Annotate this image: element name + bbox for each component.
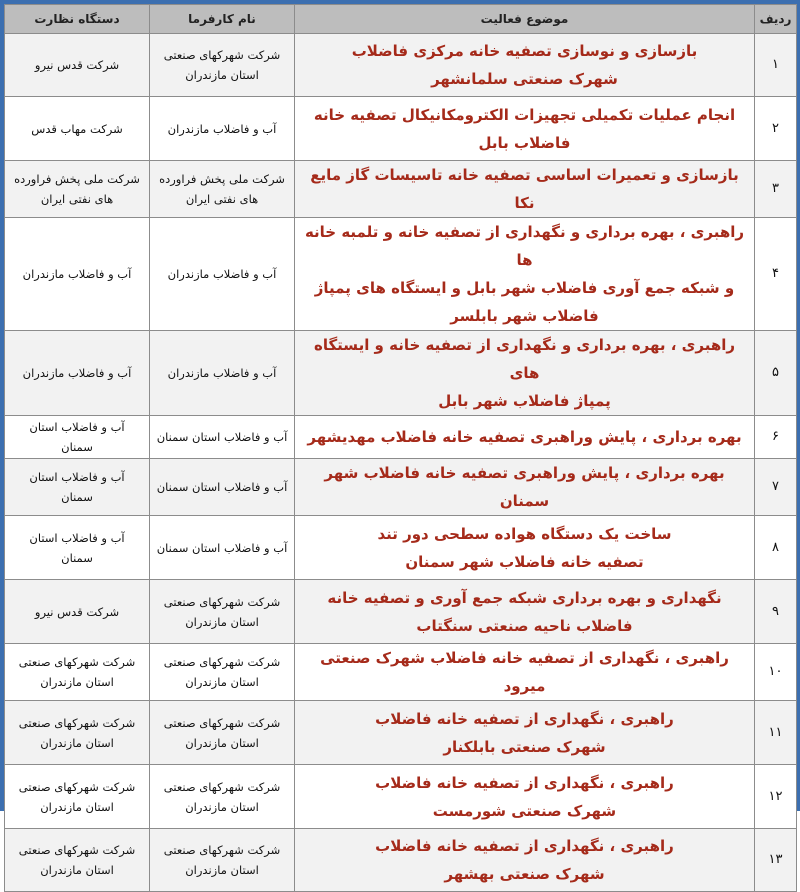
subject-line: بهره برداری ، پایش وراهبری تصفیه خانه فاضلاب مهدیشهر xyxy=(307,428,742,446)
subject-line: راهبری ، نگهداری از تصفیه خانه فاضلاب شهرک صنعتی میرود xyxy=(320,649,729,695)
table-row xyxy=(5,218,797,331)
subject-line: فاضلاب ناحیه صنعتی سنگتاب xyxy=(416,616,633,635)
cell-employer xyxy=(150,829,295,892)
table-row xyxy=(5,580,797,644)
row-number-text: ۴ xyxy=(772,266,779,281)
cell-subject xyxy=(295,218,755,331)
employer-line: های نفتی ایران xyxy=(185,192,259,206)
cell-row-number xyxy=(755,580,797,644)
cell-employer xyxy=(150,580,295,644)
cell-supervisor xyxy=(5,765,150,829)
cell-employer xyxy=(150,701,295,765)
table-row xyxy=(5,765,797,829)
subject-line: پمپاژ فاضلاب شهر بابل xyxy=(438,392,611,410)
subject-line: تصفیه خانه فاضلاب شهر سمنان xyxy=(405,552,644,571)
supervisor-line: آب و فاضلاب استان xyxy=(29,530,125,545)
supervisor-line: سمنان xyxy=(61,490,93,504)
table-row xyxy=(5,829,797,892)
row-number-text: ۵ xyxy=(772,365,779,380)
supervisor-line: استان مازندران xyxy=(40,675,114,689)
supervisor-line: آب و فاضلاب مازندران xyxy=(22,366,132,380)
cell-employer xyxy=(150,331,295,416)
table-body xyxy=(5,34,797,892)
employer-line: شرکت شهرکهای صنعتی xyxy=(163,594,281,609)
cell-employer xyxy=(150,34,295,97)
cell-subject xyxy=(295,331,755,416)
supervisor-line: شرکت شهرکهای صنعتی xyxy=(18,779,136,794)
cell-subject xyxy=(295,701,755,765)
cell-row-number xyxy=(755,701,797,765)
cell-supervisor xyxy=(5,218,150,331)
subject-line: بهره برداری ، پایش وراهبری تصفیه خانه فاضلاب شهر سمنان xyxy=(324,464,725,510)
supervisor-line: سمنان xyxy=(61,550,93,565)
cell-employer xyxy=(150,218,295,331)
supervisor-line: شرکت مهاب قدس xyxy=(31,121,123,136)
cell-subject xyxy=(295,829,755,892)
supervisor-line: شرکت ملی پخش فراورده xyxy=(14,172,140,186)
employer-line: آب و فاضلاب استان سمنان xyxy=(156,430,288,444)
supervisor-line: شرکت شهرکهای صنعتی xyxy=(18,715,136,730)
cell-subject xyxy=(295,97,755,161)
subject-line: راهبری ، بهره برداری و نگهداری از تصفیه خانه و ایستگاه های xyxy=(313,336,736,382)
table-header-row xyxy=(5,5,797,34)
employer-line: شرکت شهرکهای صنعتی xyxy=(163,715,281,730)
cell-supervisor xyxy=(5,97,150,161)
subject-line: راهبری ، نگهداری از تصفیه خانه فاضلاب xyxy=(375,837,674,855)
cell-subject xyxy=(295,34,755,97)
employer-line: استان مازندران xyxy=(185,799,259,814)
row-number-text: ۶ xyxy=(772,429,779,444)
row-number-text: ٧ xyxy=(772,479,779,494)
cell-supervisor xyxy=(5,34,150,97)
employer-line: شرکت شهرکهای صنعتی xyxy=(163,779,281,794)
cell-row-number xyxy=(755,34,797,97)
employer-line: آب و فاضلاب مازندران xyxy=(167,267,277,281)
subject-line: فاضلاب شهر بابلسر xyxy=(450,307,599,325)
cell-subject xyxy=(295,459,755,516)
cell-subject xyxy=(295,516,755,580)
subject-line: شهرک صنعتی بابلکنار xyxy=(443,737,606,756)
cell-subject xyxy=(295,416,755,459)
employer-line: آب و فاضلاب استان سمنان xyxy=(156,480,288,494)
employer-line: استان مازندران xyxy=(185,614,259,629)
cell-row-number xyxy=(755,765,797,829)
row-number-text: ١٠ xyxy=(768,664,783,679)
cell-employer xyxy=(150,765,295,829)
cell-subject xyxy=(295,580,755,644)
cell-supervisor xyxy=(5,331,150,416)
supervisor-line: شرکت شهرکهای صنعتی xyxy=(18,843,136,857)
supervisor-line: شرکت قدس نیرو xyxy=(34,58,120,72)
cell-employer xyxy=(150,416,295,459)
subject-line: شهرک صنعتی شورمست xyxy=(432,801,617,820)
employer-line: استان مازندران xyxy=(185,675,259,689)
supervisor-line: شرکت قدس نیرو xyxy=(34,604,120,619)
employer-line: شرکت شهرکهای صنعتی xyxy=(163,655,281,669)
table-row xyxy=(5,459,797,516)
cell-supervisor xyxy=(5,161,150,218)
row-number-text: ١٢ xyxy=(768,788,783,804)
cell-row-number xyxy=(755,829,797,892)
cell-row-number xyxy=(755,331,797,416)
cell-supervisor xyxy=(5,580,150,644)
subject-line: نگهداری و بهره برداری شبکه جمع آوری و تصفیه خانه xyxy=(327,588,722,607)
subject-line: فاضلاب بابل xyxy=(478,133,571,152)
table-row xyxy=(5,34,797,97)
row-number-text: ١١ xyxy=(768,724,783,740)
row-number-text: ٢ xyxy=(772,120,779,136)
cell-supervisor xyxy=(5,516,150,580)
cell-supervisor xyxy=(5,416,150,459)
cell-subject xyxy=(295,161,755,218)
employer-line: آب و فاضلاب مازندران xyxy=(167,366,277,380)
header-employer: نام کارفرما xyxy=(150,5,295,34)
supervisor-line: شرکت شهرکهای صنعتی xyxy=(18,655,136,669)
supervisor-line: استان مازندران xyxy=(40,799,114,814)
header-row-number: ردیف xyxy=(755,5,797,34)
cell-employer xyxy=(150,516,295,580)
supervisor-line: آب و فاضلاب استان xyxy=(29,470,125,484)
supervisor-line: های نفتی ایران xyxy=(40,192,114,206)
table-row xyxy=(5,161,797,218)
employer-line: شرکت شهرکهای صنعتی xyxy=(163,843,281,857)
cell-row-number xyxy=(755,97,797,161)
cell-row-number xyxy=(755,161,797,218)
employer-line: استان مازندران xyxy=(185,68,259,82)
row-number-text: ٨ xyxy=(772,539,779,555)
row-number-text: ١٣ xyxy=(768,852,783,867)
subject-line: بازسازی و نوسازی تصفیه خانه مرکزی فاضلاب xyxy=(351,42,698,60)
employer-line: آب و فاضلاب استان سمنان xyxy=(156,540,288,555)
header-supervisor: دستگاه نظارت xyxy=(5,5,150,34)
row-number-text: ٣ xyxy=(772,181,779,196)
cell-supervisor xyxy=(5,644,150,701)
cell-employer xyxy=(150,161,295,218)
subject-line: شهرک صنعتی سلمانشهر xyxy=(431,70,618,88)
cell-subject xyxy=(295,644,755,701)
subject-line: ساخت یک دستگاه هواده سطحی دور تند xyxy=(377,524,672,543)
table-row xyxy=(5,701,797,765)
subject-line: انجام عملیات تکمیلی تجهیزات الکترومکانیکال تصفیه خانه xyxy=(313,105,736,124)
subject-line: و شبکه جمع آوری فاضلاب شهر بابل و ایستگاه های پمپاژ xyxy=(314,279,735,297)
employer-line: استان مازندران xyxy=(185,863,259,877)
cell-row-number xyxy=(755,416,797,459)
cell-row-number xyxy=(755,459,797,516)
cell-employer xyxy=(150,459,295,516)
cell-supervisor xyxy=(5,701,150,765)
employer-line: شرکت ملی پخش فراورده xyxy=(159,172,285,186)
cell-row-number xyxy=(755,516,797,580)
row-number-text: ١ xyxy=(772,57,779,72)
projects-table xyxy=(4,4,797,892)
subject-line: شهرک صنعتی بهشهر xyxy=(444,865,605,883)
cell-supervisor xyxy=(5,829,150,892)
header-subject: موضوع فعالیت xyxy=(295,5,755,34)
table-row xyxy=(5,331,797,416)
employer-line: استان مازندران xyxy=(185,735,259,750)
cell-supervisor xyxy=(5,459,150,516)
cell-employer xyxy=(150,644,295,701)
cell-subject xyxy=(295,765,755,829)
supervisor-line: آب و فاضلاب استان xyxy=(29,420,125,434)
subject-line: راهبری ، نگهداری از تصفیه خانه فاضلاب xyxy=(375,773,674,792)
subject-line: راهبری ، بهره برداری و نگهداری از تصفیه خانه و تلمبه خانه ها xyxy=(304,223,745,269)
supervisor-line: سمنان xyxy=(61,440,93,454)
cell-employer xyxy=(150,97,295,161)
table-row xyxy=(5,97,797,161)
employer-line: شرکت شهرکهای صنعتی xyxy=(163,48,281,62)
employer-line: آب و فاضلاب مازندران xyxy=(167,121,277,136)
subject-line: راهبری ، نگهداری از تصفیه خانه فاضلاب xyxy=(375,709,674,728)
cell-row-number xyxy=(755,644,797,701)
row-number-text: ٩ xyxy=(772,603,779,619)
supervisor-line: استان مازندران xyxy=(40,735,114,750)
supervisor-line: استان مازندران xyxy=(40,863,114,877)
table-row xyxy=(5,644,797,701)
table-row xyxy=(5,516,797,580)
cell-row-number xyxy=(755,218,797,331)
subject-line: بازسازی و تعمیرات اساسی تصفیه خانه تاسیسات گاز مایع نکا xyxy=(310,166,739,212)
supervisor-line: آب و فاضلاب مازندران xyxy=(22,267,132,281)
table-row xyxy=(5,416,797,459)
